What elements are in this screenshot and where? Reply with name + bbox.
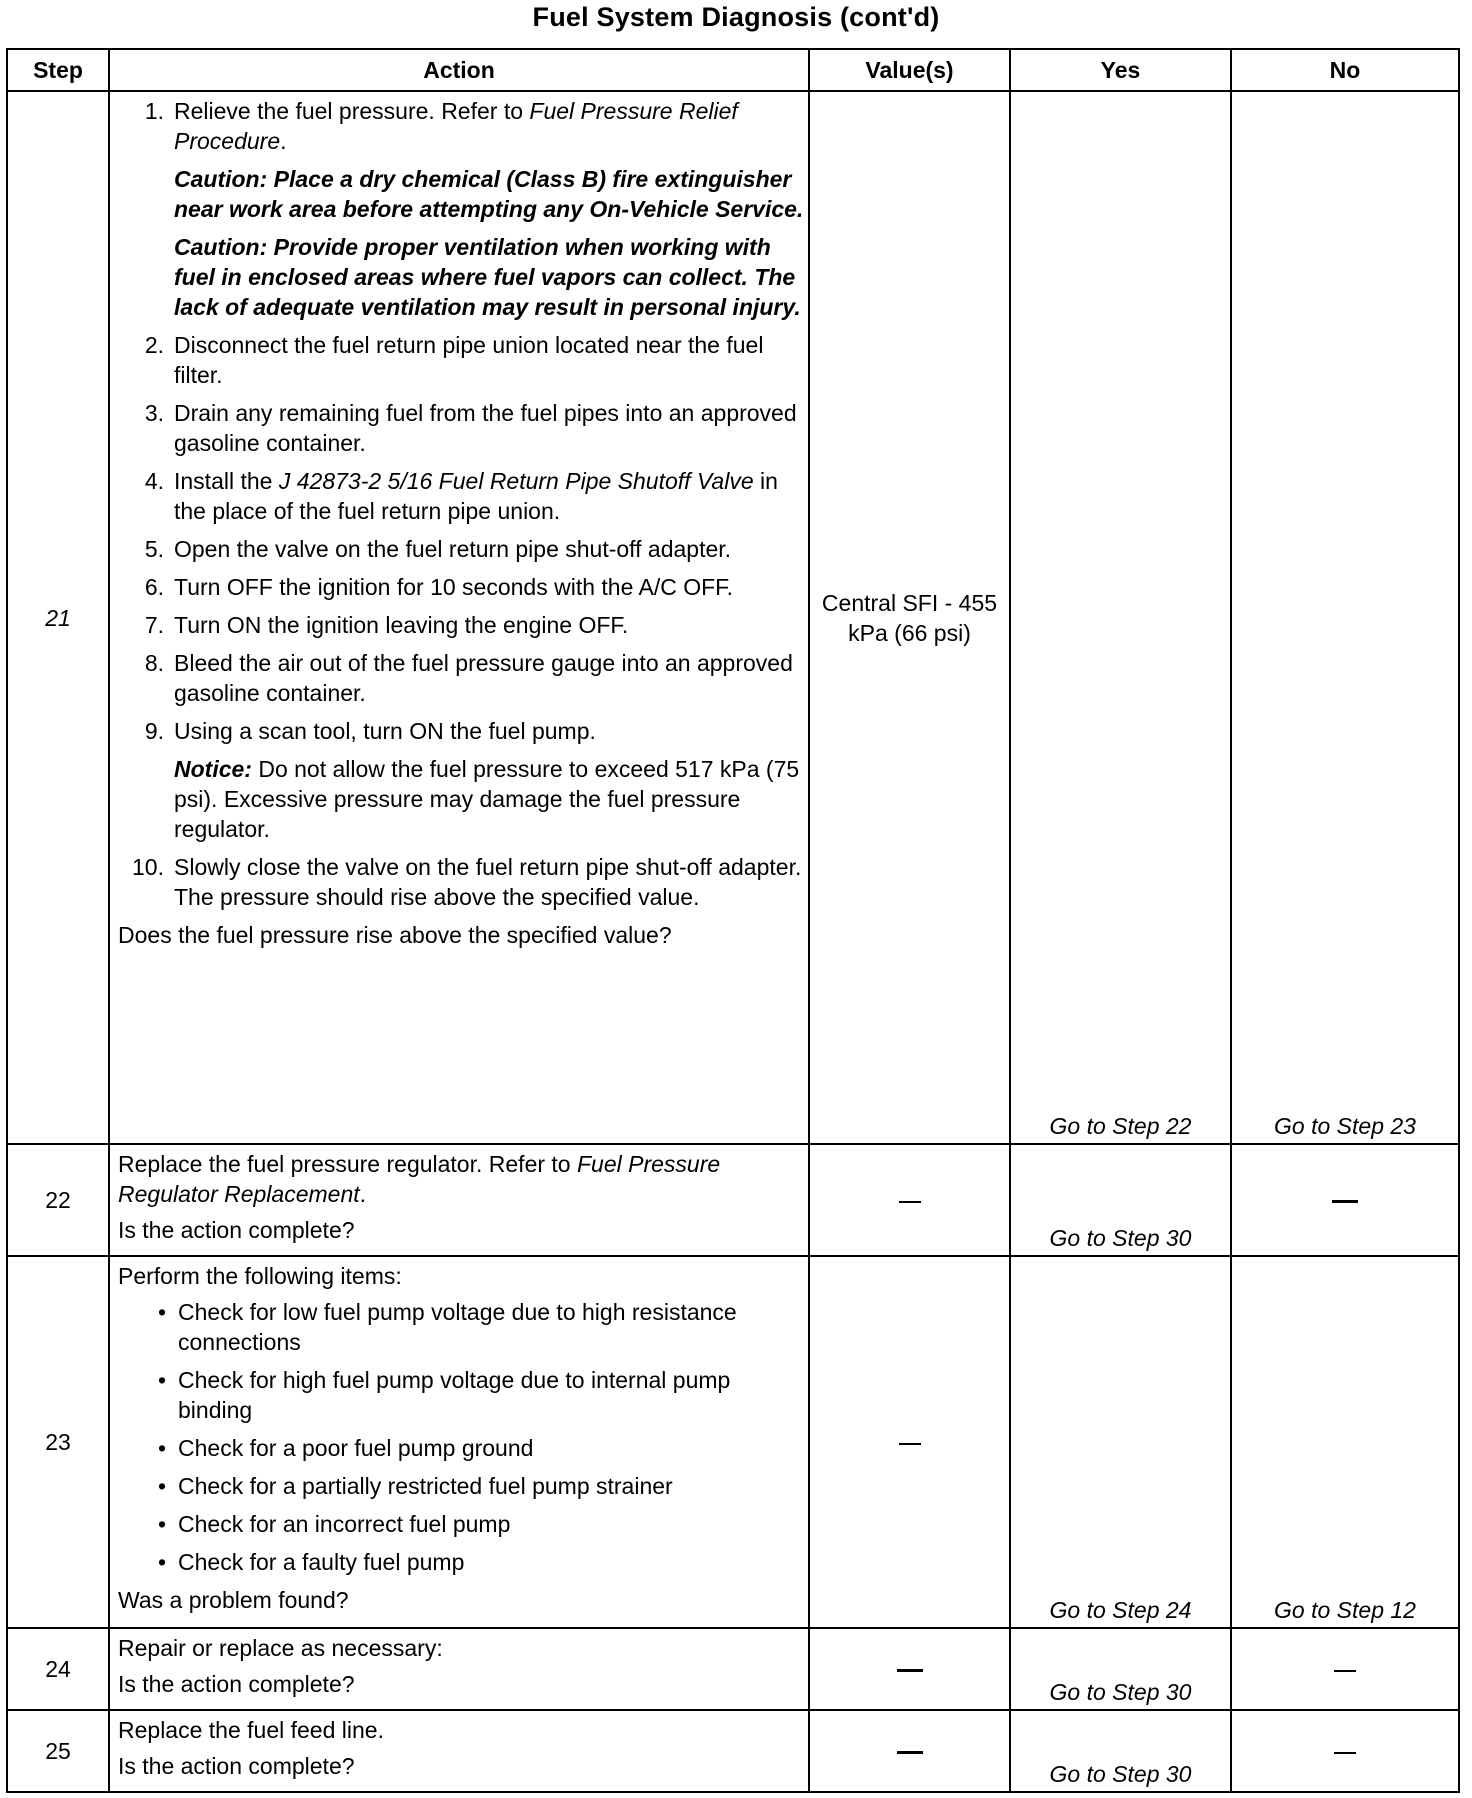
item-text: Check for a partially restricted fuel pump strainer xyxy=(178,1473,673,1499)
item-text: Slowly close the valve on the fuel return pipe shut-off adapter. The pressure should rise above the specified value. xyxy=(174,854,802,910)
bullet: • xyxy=(157,1511,166,1537)
empty-value-dash xyxy=(899,1443,921,1445)
no-cell xyxy=(1231,1628,1459,1710)
table-row-step-24 xyxy=(7,1628,1459,1710)
item-text: Disconnect the fuel return pipe union located near the fuel filter. xyxy=(174,332,764,388)
yes-cell: Go to Step 22 xyxy=(1010,91,1231,1144)
bullet: • xyxy=(157,1367,166,1393)
action-text: Repair or replace as necessary: xyxy=(118,1635,443,1661)
list-item xyxy=(118,648,806,708)
header-no: No xyxy=(1231,49,1459,91)
step-question: Is the action complete? xyxy=(118,1671,355,1697)
step-number: 23 xyxy=(7,1256,109,1628)
item-number: 10. xyxy=(132,854,164,880)
action-cell xyxy=(109,1628,809,1710)
item-text: Using a scan tool, turn ON the fuel pump. xyxy=(174,718,596,744)
value-cell xyxy=(809,1628,1010,1710)
yes-cell: Go to Step 30 xyxy=(1010,1628,1231,1710)
item-number: 6. xyxy=(144,574,164,600)
caution-note: Caution: Place a dry chemical (Class B) fire extinguisher near work area before attempting any On-Vehicle Service. xyxy=(174,166,804,222)
list-item xyxy=(118,330,806,390)
value-cell: Central SFI - 455 kPa (66 psi) xyxy=(809,91,1010,1144)
item-text: . xyxy=(280,128,287,154)
step-number: 25 xyxy=(7,1710,109,1792)
item-text: Relieve the fuel pressure. Refer to xyxy=(174,98,530,124)
action-cell xyxy=(109,1144,809,1256)
step-question: Was a problem found? xyxy=(118,1587,349,1613)
bullet: • xyxy=(157,1473,166,1499)
item-text: Check for a faulty fuel pump xyxy=(178,1549,465,1575)
yes-cell: Go to Step 30 xyxy=(1010,1144,1231,1256)
item-text: Turn ON the ignition leaving the engine OFF. xyxy=(174,612,629,638)
value-cell xyxy=(809,1256,1010,1628)
check-list xyxy=(118,1297,806,1577)
list-item xyxy=(118,716,806,844)
list-item xyxy=(118,852,806,912)
empty-value-dash xyxy=(897,1751,923,1754)
header-row xyxy=(7,49,1459,91)
list-item xyxy=(118,398,806,458)
step-number: 24 xyxy=(7,1628,109,1710)
notice-text: Do not allow the fuel pressure to exceed 517 kPa (75 psi). Excessive pressure may damage the fuel pressure regulator. xyxy=(174,756,800,842)
item-text: Drain any remaining fuel from the fuel pipes into an approved gasoline container. xyxy=(174,400,797,456)
table-row-step-23 xyxy=(7,1256,1459,1628)
table-row-step-25 xyxy=(7,1710,1459,1792)
list-item xyxy=(118,610,806,640)
no-cell xyxy=(1231,1710,1459,1792)
item-text: Check for low fuel pump voltage due to high resistance connections xyxy=(178,1299,737,1355)
no-cell: Go to Step 12 xyxy=(1231,1256,1459,1628)
value-cell xyxy=(809,1144,1010,1256)
page-title: Fuel System Diagnosis (cont'd) xyxy=(532,2,940,32)
action-text: Replace the fuel feed line. xyxy=(118,1717,384,1743)
list-item xyxy=(118,534,806,564)
yes-cell: Go to Step 24 xyxy=(1010,1256,1231,1628)
procedure-list xyxy=(118,96,806,912)
empty-value-dash xyxy=(1334,1670,1356,1672)
action-text: . xyxy=(359,1181,367,1207)
item-number: 3. xyxy=(144,400,164,426)
item-text: Check for a poor fuel pump ground xyxy=(178,1435,534,1461)
item-text: in the place of the fuel return pipe union. xyxy=(174,468,778,524)
notice-note xyxy=(174,754,806,844)
no-cell xyxy=(1231,1144,1459,1256)
step-number: 22 xyxy=(7,1144,109,1256)
item-text: Turn OFF the ignition for 10 seconds with the A/C OFF. xyxy=(174,574,734,600)
header-yes: Yes xyxy=(1010,49,1231,91)
value-cell xyxy=(809,1710,1010,1792)
item-text: Open the valve on the fuel return pipe shut-off adapter. xyxy=(174,536,732,562)
empty-value-dash xyxy=(899,1201,921,1203)
list-item xyxy=(118,572,806,602)
yes-cell: Go to Step 30 xyxy=(1010,1710,1231,1792)
action-cell xyxy=(109,1256,809,1628)
procedure-reference: Fuel Pressure Regulator Replacement xyxy=(118,1151,721,1207)
bullet: • xyxy=(157,1549,166,1575)
header-action: Action xyxy=(109,49,809,91)
item-text: Check for high fuel pump voltage due to internal pump binding xyxy=(178,1367,731,1423)
list-item xyxy=(118,96,806,322)
action-text: Replace the fuel pressure regulator. Refer to xyxy=(118,1151,577,1177)
tool-reference: J 42873-2 5/16 Fuel Return Pipe Shutoff Valve xyxy=(278,468,754,494)
empty-value-dash xyxy=(1332,1200,1358,1203)
step-question: Is the action complete? xyxy=(118,1217,355,1243)
step-number: 21 xyxy=(7,91,109,1144)
no-cell: Go to Step 23 xyxy=(1231,91,1459,1144)
item-number: 1. xyxy=(144,98,164,124)
item-text: Bleed the air out of the fuel pressure gauge into an approved gasoline container. xyxy=(174,650,793,706)
item-number: 8. xyxy=(144,650,164,676)
procedure-reference: Fuel Pressure Relief Procedure xyxy=(174,98,738,154)
step-question: Is the action complete? xyxy=(118,1753,355,1779)
action-cell xyxy=(109,1710,809,1792)
list-item xyxy=(118,1509,806,1539)
header-values: Value(s) xyxy=(809,49,1010,91)
item-number: 9. xyxy=(144,718,164,744)
item-number: 5. xyxy=(144,536,164,562)
item-text: Check for an incorrect fuel pump xyxy=(178,1511,511,1537)
step-question: Does the fuel pressure rise above the specified value? xyxy=(118,922,672,948)
header-step: Step xyxy=(7,49,109,91)
bullet: • xyxy=(157,1435,166,1461)
empty-value-dash xyxy=(1334,1752,1356,1754)
table-row-step-22 xyxy=(7,1144,1459,1256)
empty-value-dash xyxy=(897,1669,923,1672)
list-item xyxy=(118,1297,806,1357)
table-row-step-21 xyxy=(7,91,1459,1144)
item-number: 7. xyxy=(144,612,164,638)
action-text: Perform the following items: xyxy=(118,1263,402,1289)
item-number: 4. xyxy=(144,468,164,494)
item-number: 2. xyxy=(144,332,164,358)
notice-label: Notice: xyxy=(174,756,252,782)
caution-note: Caution: Provide proper ventilation when working with fuel in enclosed areas where fuel vapors can collect. The lack of adequate ventilation may result in personal injury. xyxy=(174,234,801,320)
list-item xyxy=(118,1471,806,1501)
bullet: • xyxy=(157,1299,166,1325)
list-item xyxy=(118,466,806,526)
diagnosis-table xyxy=(6,48,1460,1793)
action-cell xyxy=(109,91,809,1144)
item-text: Install the xyxy=(174,468,279,494)
list-item xyxy=(118,1547,806,1577)
list-item xyxy=(118,1365,806,1425)
list-item xyxy=(118,1433,806,1463)
